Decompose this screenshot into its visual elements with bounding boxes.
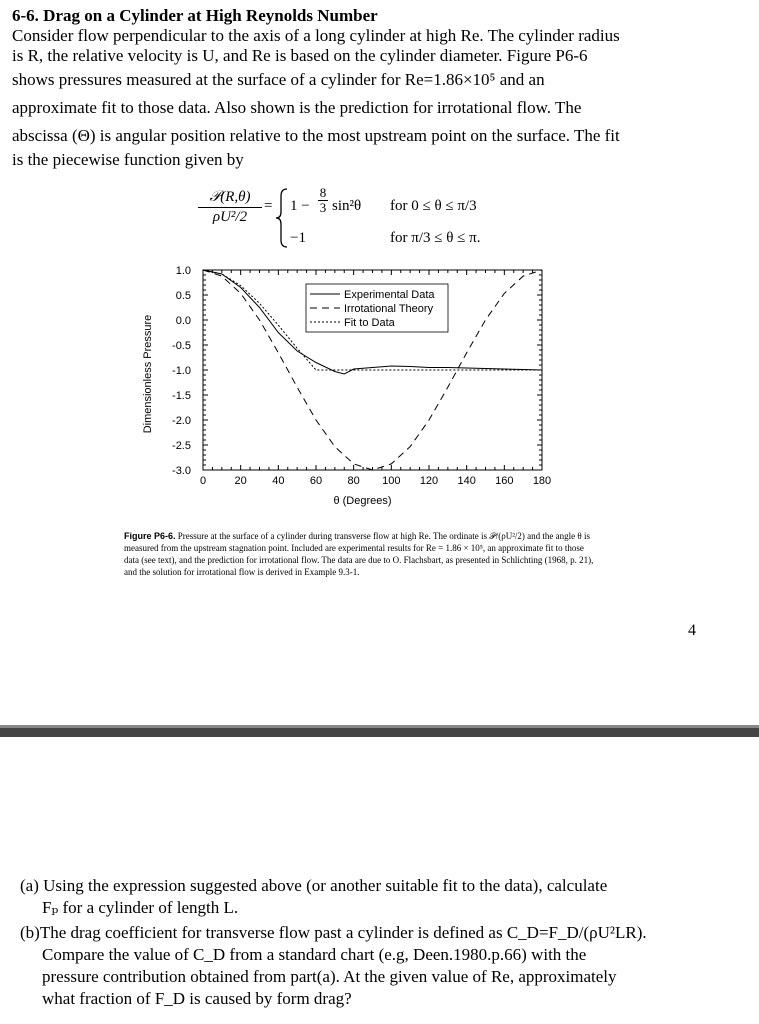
pressure-chart: [110, 258, 590, 520]
x-tick-label: 140: [457, 475, 476, 487]
question-a-line-2: Fₚ for a cylinder of length L.: [42, 898, 239, 917]
equation-frac-3: 3: [319, 200, 327, 215]
y-tick-label: -0.5: [172, 340, 191, 352]
equation-case1-tail: sin²θ: [332, 198, 362, 214]
x-axis-label: θ (Degrees): [333, 495, 392, 507]
problem-title: 6-6. Drag on a Cylinder at High Reynolds Number: [12, 6, 378, 25]
equation-equals: =: [264, 198, 273, 214]
problem-line-5: abscissa (Θ) is angular position relative to the most upstream point on the surface. The fit: [12, 126, 620, 145]
x-tick-label: 180: [532, 475, 552, 487]
equation-case1-fraction: [318, 186, 328, 215]
equation-lhs-denominator: ρU²/2: [212, 209, 248, 225]
equation-case2-condition: for π/3 ≤ θ ≤ π.: [390, 230, 481, 246]
question-a-line-1: (a) Using the expression suggested above (or another suitable fit to the data), calculate: [20, 876, 608, 895]
question-b-line-4: what fraction of F_D is caused by form drag?: [42, 989, 352, 1008]
y-axis-label: Dimensionless Pressure: [142, 314, 154, 434]
x-tick-label: 120: [419, 475, 439, 487]
x-tick-label: 60: [309, 475, 323, 487]
y-tick-label: 1.0: [175, 265, 191, 277]
x-tick-label: 160: [495, 475, 514, 487]
question-a: [20, 875, 740, 919]
x-tick-label: 80: [347, 475, 360, 487]
equation-frac-8: 8: [319, 185, 327, 200]
legend-entry: Irrotational Theory: [344, 303, 434, 315]
x-tick-label: 0: [199, 475, 207, 487]
x-tick-label: 100: [382, 475, 401, 487]
equation-case1-condition: for 0 ≤ θ ≤ π/3: [390, 198, 477, 214]
legend-entry: Fit to Data: [344, 317, 395, 329]
problem-line-2: is R, the relative velocity is U, and Re is based on the cylinder diameter. Figure P6-6: [12, 46, 588, 65]
question-b-line-2: Compare the value of C_D from a standard chart (e.g, Deen.1980.p.66) with the: [42, 945, 587, 964]
piecewise-equation: [198, 186, 528, 256]
page-divider: [0, 725, 759, 737]
equation-lhs: [198, 188, 262, 226]
legend-entry: Experimental Data: [344, 289, 435, 301]
y-tick-label: -1.5: [172, 390, 191, 402]
question-b-line-1: (b)The drag coefficient for transverse flow past a cylinder is defined as C_D=F_D/(ρU²LR).: [20, 923, 647, 942]
equation-case1-lead: 1 −: [290, 198, 310, 214]
y-tick-label: 0.0: [175, 315, 191, 327]
equation-lhs-numerator: 𝒫(R,θ): [209, 189, 251, 205]
equation-case2-value: −1: [290, 230, 306, 246]
problem-line-1: Consider flow perpendicular to the axis of a long cylinder at high Re. The cylinder radius: [12, 26, 620, 45]
questions: [20, 875, 740, 1013]
problem-statement: [12, 6, 747, 170]
figure-caption: [124, 530, 594, 578]
x-tick-label: 40: [272, 475, 285, 487]
problem-line-3: shows pressures measured at the surface of a cylinder for Re=1.86×10⁵ and an: [12, 70, 545, 89]
question-b-line-3: pressure contribution obtained from part(a). At the given value of Re, approximately: [42, 967, 617, 986]
y-tick-label: -1.0: [172, 365, 191, 377]
caption-text: Pressure at the surface of a cylinder during transverse flow at high Re. The ordinate is 𝒫/(ρU²/2) and the angle θ is measured from the upstream stagnation point. Included are experimental results for Re = 1.86 × 10⁵, an approximate fit to those data (see text), and the prediction for irrotational flow. The data are due to O. Flachsbart, as presented in Schlichting (1968, p. 21), and the solution for irrotational flow is derived in Example 9.3-1.: [124, 531, 594, 577]
y-tick-label: -2.0: [172, 415, 191, 427]
y-tick-label: -3.0: [172, 465, 191, 477]
y-tick-label: -2.5: [172, 440, 191, 452]
problem-line-6: is the piecewise function given by: [12, 150, 244, 169]
equation-brace: [275, 188, 289, 248]
page-number: 4: [688, 622, 696, 639]
caption-label: Figure P6-6.: [124, 531, 176, 541]
question-b: [20, 922, 740, 1010]
y-tick-label: 0.5: [175, 290, 191, 302]
x-tick-label: 20: [234, 475, 247, 487]
problem-line-4: approximate fit to those data. Also shown is the prediction for irrotational flow. The: [12, 98, 582, 117]
